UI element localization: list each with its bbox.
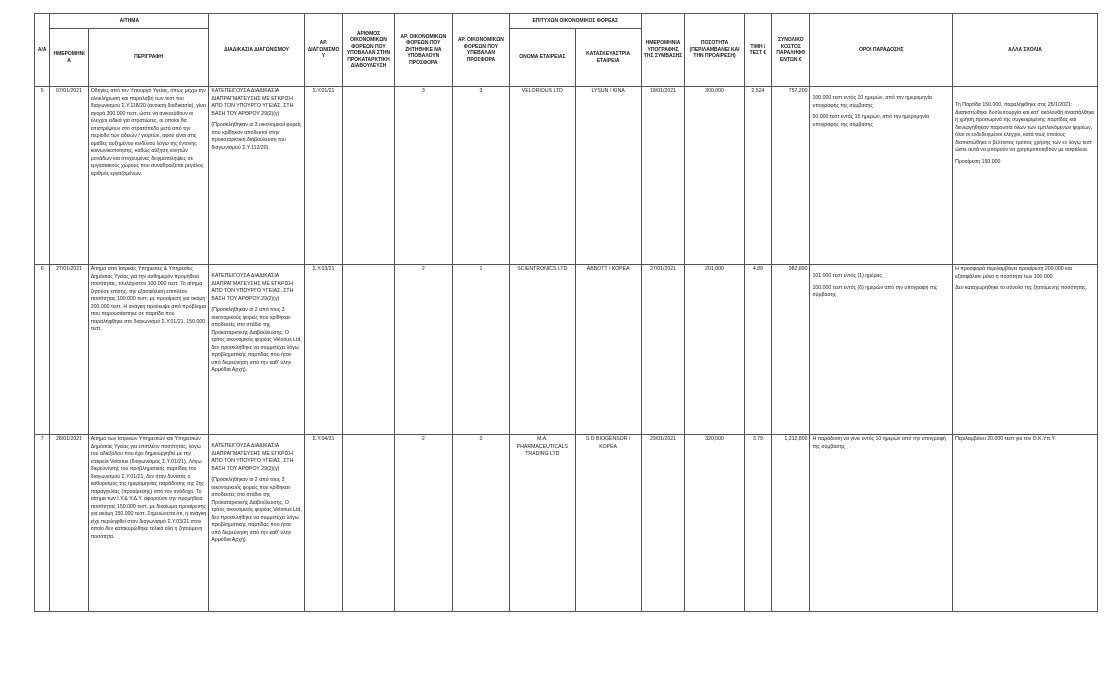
col-header-manufacturer: ΚΑΤΑΣΚΕΥΑΣΤΡΙΑ ΕΤΑΙΡΕΙΑ	[575, 29, 641, 87]
col-header-prequal-count: ΑΡΙΘΜΟΣ ΟΙΚΟΝΟΜΙΚΩΝ ΦΟΡΕΩΝ ΠΟΥ ΥΠΟΒΑΛΑΝ ΣΤΗΝ ΠΡΟΚΑΤΑΡΚΤΙΚΗ ΔΙΑΒΟΥΛΕΥΣΗ	[343, 14, 395, 87]
row-prequal-count	[343, 265, 395, 435]
row-manufacturer: LYSUN / ΚΙΝΑ	[575, 87, 641, 265]
row-prequal-count	[343, 87, 395, 265]
comment-line: Τη Παρτίδα 150.000, παραλήφθηκε στις 25/1/2021: Διαπιστώθηκε δυσλειτουργία και κατ' ακόλουθη αναστάλθηκε η χρήση προσωρινά της συγκεκριμένης παρτίδας και διενεργήθηκαν παρουσία όλων των εμπλεκόμενων φορέων, όλοι οι ενδεδειγμένοι έλεγχοι, κατά τους οποίους διαπιστώθηκε ο βέλτιστος τρόπος χρήσης των εν λόγω τεστ ώστε αυτά να μπορούν να χρησιμοποιηθούν με ασφάλεια.	[955, 102, 1095, 154]
procedure-title: ΚΑΤΕΠΕΙΓΟΥΣΑ ΔΙΑΔΙΚΑΣΙΑ ΔΙΑΠΡΑΓΜΑΤΕΥΣΗΣ ΜΕ ΕΓΚΡΙΣΗ ΑΠΟ ΤΟΝ ΥΠΟΥΡΓΟ ΥΓΕΙΑΣ, ΣΤΗ ΒΑΣΗ ΤΟΥ ΑΡΘΡΟΥ 29(2)(γ)	[211, 88, 294, 117]
row-sign-date: 27/01/2021	[641, 265, 685, 435]
row-manufacturer: S D BIOGENSOR / ΚΟΡΕΑ	[575, 435, 641, 612]
delivery-term: 100.000 τεστ εντός 10 ημερών, από την ημερομηνία υπογραφής της σύμβασης	[812, 95, 932, 109]
row-other-comments	[953, 435, 1098, 612]
row-invited-count: 3	[394, 87, 452, 265]
table-row	[35, 265, 1098, 435]
row-invited-count: 2	[394, 265, 452, 435]
col-header-procedure: ΔΙΑΔΙΚΑΣΙΑ ΔΙΑΓΩΝΙΣΜΟΥ	[209, 14, 304, 87]
row-offers-count: 3	[452, 87, 509, 265]
row-company: M.A. PHARMACEUTICALS TRADING LTD	[509, 435, 575, 612]
procedure-note: (Προσκλήθηκαν οι 2 από τους 3 οικονομικούς φορείς που κρίθηκαν αποδεκτές στο στάδιο της Προκαταρκτικής Διαβούλευσης. Ο τρίτος οικονομικός φορέας Velorius Ltd, δεν προσκλήθηκε να συμμετέχει λόγω προβληματικής παρτίδας που ήταν υπό διερεύνηση από την καθ' ύλην Αρμόδια Αρχή).	[211, 477, 302, 544]
row-date: 28/01/2021	[50, 435, 88, 612]
col-header-winner-group: ΕΠΙΤΥΧΩΝ ΟΙΚΟΝΟΜΙΚΟΣ ΦΟΡΕΑΣ	[509, 14, 641, 29]
row-unit-price: 3.79	[744, 435, 771, 612]
row-description: Αίτημα από Ιατρικές Υπηρεσίες & Υπηρεσίες Δημόσιας Υγείας για την αυθημερόν προμήθεια ποσότητας, τουλάχιστον 100.000 τεστ. Το αίτημα ζητούσε επίσης, την εξασφάλιση επιπλέον ποσότητας 100.000 τεστ, με προαίρεση για ακόμη 200.000 τεστ. Η ανάγκη προέκυψε από πρόβλημα που παρουσιάστηκε σε παρτίδα που παραλήφθηκε στο διαγωνισμό Σ.Υ.01/21, 150.000 τεστ.	[88, 265, 209, 435]
delivery-term: 100.000 τεστ εντός (6) ημερών από την υπογραφή της σύμβασης	[812, 284, 938, 299]
row-offers-count: 1	[452, 265, 509, 435]
row-sign-date: 29/01/2021	[641, 435, 685, 612]
col-header-sign-date: ΗΜΕΡΟΜΗΝΙΑ ΥΠΟΓΡΑΦΗΣ ΤΗΣ ΣΥΜΒΑΣΗΣ	[641, 14, 685, 87]
row-prequal-count	[343, 435, 395, 612]
row-description: Αίτημα των Ιατρικών Υπηρεσιών και Υπηρεσιών Δημόσιας Υγείας για επιπλέον ποσότητας, λόγω του αδιεξόδου που έχει δημιουργηθεί με την εταιρεία Velorius (διαγωνισμός Σ.Υ.01/21). Λόγω διερεύνησης του προβληματικής παρτίδας του διαγωνισμού Σ.Υ.01/21, δεν ήταν δυνατός ο καθορισμός της ημερομηνίας παράδοσης της 2ης παραγγελίας (προαίρεσης) από τον ανάδοχο. Το αίτημα των Ι.Υ.& Υ.Δ.Υ. αφορούσε την προμήθεια ποσότητας 150.000 τεστ, με δικαίωμα προαίρεσης για ακόμη 150.000 τεστ. Σημειώνεται ότι, η ανάγκη είχε περιληφθεί στον διαγωνισμό Σ.Υ.03/21 στον οποίο δεν κατακυρώθηκε τελικά όλη η ζητούμενη ποσότητα.	[88, 435, 209, 612]
row-quantity: 201,000	[685, 265, 744, 435]
row-offers-count: 2	[452, 435, 509, 612]
comment-line: Προαίρεση 150.000	[955, 158, 1001, 165]
row-quantity: 320,000	[685, 435, 744, 612]
col-header-tender-no: ΑΡ. ΔΙΑΓΩΝΙΣΜΟΥ	[304, 14, 342, 87]
col-header-quantity: ΠΟΣΟΤΗΤΑ (ΠΕΡΙΛΑΜΒΑΝΕΙ ΚΑΙ ΤΗΝ ΠΡΟΑΙΡΕΣΗ)	[685, 14, 744, 87]
procedure-note: (Προσκλήθηκαν οι 2 από τους 3 οικονομικούς φορείς που κρίθηκαν αποδεκτές στο στάδιο της Προκαταρκτικής Διαβούλευσης. Ο τρίτος οικονομικός φορέας Velorius Ltd, δεν προσκλήθηκε να συμμετέχει λόγω προβληματικής παρτίδας που ήταν υπό διερεύνηση από την καθ' ύλην Αρμόδια Αρχή).	[211, 307, 302, 374]
row-date: 07/01/2021	[50, 87, 88, 265]
row-total-cost: 757,200	[772, 87, 810, 265]
row-delivery-terms	[810, 435, 953, 612]
row-company: SCIENTRONICS LTD	[509, 265, 575, 435]
row-procedure	[209, 265, 304, 435]
document-sheet	[34, 13, 1098, 612]
row-tender-no: Σ.Υ.04/21	[304, 435, 342, 612]
row-sign-date: 18/01/2021	[641, 87, 685, 265]
col-header-request-group: ΑΙΤΗΜΑ	[50, 14, 209, 29]
comment-line: Η προσφορά περιλαμβάνει προαίρεση 200.000 και εξασφάλισε μόνο η ποσότητα των 100.000.	[955, 266, 1072, 280]
delivery-term: 50.000 τεστ εντός 15 ημερών, από την ημερομηνία υπογραφής της σύμβασης	[812, 114, 930, 128]
row-aa: 5	[35, 87, 50, 265]
procurement-table	[34, 13, 1098, 612]
col-header-offers-count: ΑΡ. ΟΙΚΟΝΟΜΙΚΩΝ ΦΟΡΕΩΝ ΠΟΥ ΥΠΕΒΑΛΑΝ ΠΡΟΣΦΟΡΑ	[452, 14, 509, 87]
table-row	[35, 435, 1098, 612]
row-date: 27/01/2021	[50, 265, 88, 435]
delivery-term: Η παράδοση να γίνει εντός 10 ημερών από την υπογραφή της σύμβασης	[812, 436, 946, 450]
row-unit-price: 2.524	[744, 87, 771, 265]
table-row	[35, 87, 1098, 265]
row-other-comments	[953, 265, 1098, 435]
col-header-invited-count: ΑΡ. ΟΙΚΟΝΟΜΙΚΩΝ ΦΟΡΕΩΝ ΠΟΥ ΖΗΤΗΘΗΚΕ ΝΑ ΥΠΟΒΑΛΟΥΝ ΠΡΟΣΦΟΡΑ	[394, 14, 452, 87]
row-procedure	[209, 435, 304, 612]
row-delivery-terms	[810, 87, 953, 265]
row-tender-no: Σ.Υ.01/21	[304, 87, 342, 265]
procedure-title: ΚΑΤΕΠΕΙΓΟΥΣΑ ΔΙΑΔΙΚΑΣΙΑ ΔΙΑΠΡΑΓΜΑΤΕΥΣΗΣ ΜΕ ΕΓΚΡΙΣΗ ΑΠΟ ΤΟΝ ΥΠΟΥΡΓΟ ΥΓΕΙΑΣ, ΣΤΗ ΒΑΣΗ ΤΟΥ ΑΡΘΡΟΥ 29(2)(γ)	[211, 443, 294, 472]
row-manufacturer: ABBOTT / ΚΟΡΕΑ	[575, 265, 641, 435]
comment-line: Περιλαμβάνει 20.000 τεστ για τον Ο.Κ.Υπ.Υ.	[955, 436, 1056, 442]
row-description: Οδηγίες από τον Υπουργό Υγείας, όπως μέχρι την ολοκλήρωση και παραλαβή των τεστ του διαγωνισμού Σ.Υ.118/20 (ανοικτή διαδικασία), γίνει αγορά 300.000 τεστ, ώστε να ανικνεύθουν οι έλεγχοι ειδικά για στρατιώτες, οι οποίοι θα επιστρέψουν στο στρατόπεδο μετά από την περίοδο των αδειών / γιορτών, αφού είναι στις ομάδες αυξημένου κινδύνου λόγω της έντονης κοινωνικοποίησης, καθώς αύξηση κινητών μονάδων και στοχευμένες δειγματοληψίες σε εργασιακούς χώρους που συναθροίζεται μεγάλος αριθμός εργαζομένων.	[88, 87, 209, 265]
col-header-date: ΗΜΕΡΟΜΗΝΙΑ	[50, 29, 88, 87]
row-tender-no: Σ.Υ.03/21	[304, 265, 342, 435]
header-row-top	[35, 14, 1098, 29]
row-invited-count: 2	[394, 435, 452, 612]
row-procedure	[209, 87, 304, 265]
delivery-term: 101.000 τεστ εντός (1) ημέρας	[812, 273, 882, 279]
row-total-cost: 982,890	[772, 265, 810, 435]
col-header-company: ΟΝΟΜΑ ΕΤΑΙΡΕΙΑΣ	[509, 29, 575, 87]
row-total-cost: 1,212,800	[772, 435, 810, 612]
row-aa: 7	[35, 435, 50, 612]
procedure-note: (Προσκλήθηκαν οι 3 οικονομικοί φορείς που κρίθηκαν αποδεκτοί στην προκαταρκτική διαβούλευση του διαγωνισμού Σ.Υ.112/20).	[211, 122, 302, 151]
col-header-other-comments: ΑΛΛΑ ΣΧΟΛΙΑ	[953, 14, 1098, 87]
col-header-delivery-terms: ΟΡΟΙ ΠΑΡΑΔΟΣΗΣ	[810, 14, 953, 87]
row-unit-price: 4.89	[744, 265, 771, 435]
col-header-aa: Α/Α	[35, 14, 50, 87]
row-aa: 6	[35, 265, 50, 435]
row-delivery-terms	[810, 265, 953, 435]
row-quantity: 300,000	[685, 87, 744, 265]
col-header-total-cost: ΣΥΝΟΛΙΚΟ ΚΟΣΤΟΣ ΠΑΡΑΛΗΦΘ ΕΝΤΩΝ €	[772, 14, 810, 87]
procedure-title: ΚΑΤΕΠΕΙΓΟΥΣΑ ΔΙΑΔΙΚΑΣΙΑ ΔΙΑΠΡΑΓΜΑΤΕΥΣΗΣ ΜΕ ΕΓΚΡΙΣΗ ΑΠΟ ΤΟΝ ΥΠΟΥΡΓΟ ΥΓΕΙΑΣ, ΣΤΗ ΒΑΣΗ ΤΟΥ ΑΡΘΡΟΥ 29(2)(γ)	[211, 273, 294, 302]
comment-line: Δεν καταχωρήθηκε το σύνολο της ζητούμενης ποσότητας.	[955, 285, 1088, 292]
col-header-unit-price: ΤΙΜΗ / ΤΕΣΤ €	[744, 14, 771, 87]
col-header-description: ΠΕΡΙΓΡΑΦΗ	[88, 29, 209, 87]
row-company: VELORIOUS LTD	[509, 87, 575, 265]
row-other-comments	[953, 87, 1098, 265]
